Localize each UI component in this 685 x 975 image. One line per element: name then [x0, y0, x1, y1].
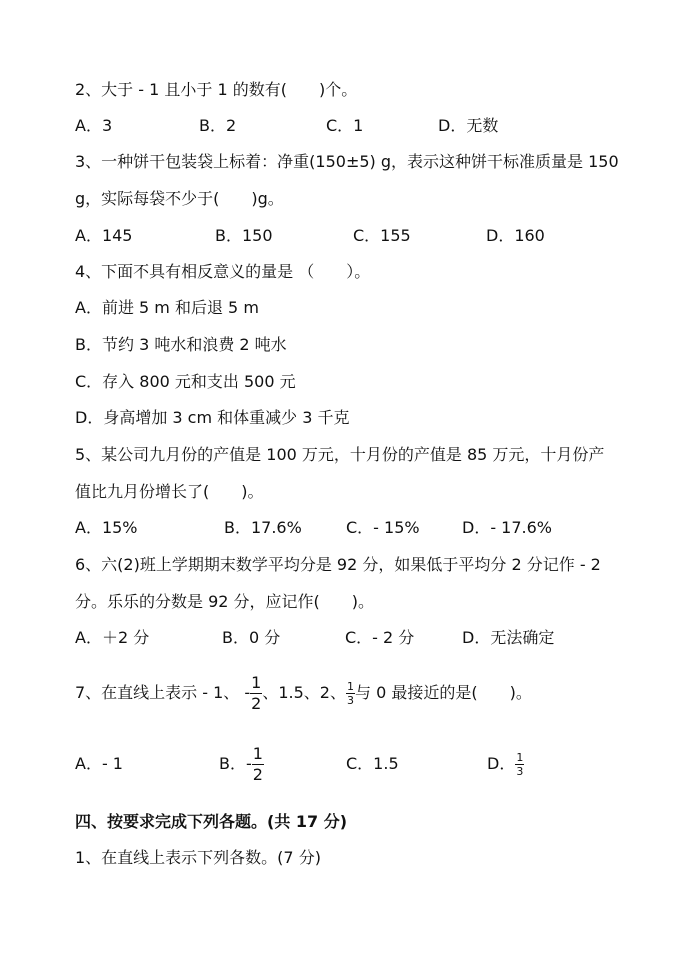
q5-stem-line2: 值比九月份增长了( )。	[75, 482, 264, 501]
q7-stem-part1: 7、在直线上表示 - 1、 -	[75, 683, 251, 702]
q7-option-d-fraction	[515, 752, 524, 777]
q4-option-b: B．节约 3 吨水和浪费 2 吨水	[75, 335, 287, 354]
q3-option-d: D．160	[486, 226, 545, 245]
q3-option-b: B．150	[215, 226, 273, 245]
q2-option-d: D．无数	[438, 116, 499, 135]
fraction-denominator: 3	[516, 765, 524, 778]
q5-option-a: A．15%	[75, 518, 138, 537]
q6-option-d: D．无法确定	[462, 628, 555, 647]
q5-option-c: C．- 15%	[346, 518, 420, 537]
fraction-denominator: 2	[251, 694, 262, 713]
section-heading: 四、按要求完成下列各题。(共 17 分)	[75, 812, 348, 831]
q7-option-b-fraction	[252, 746, 264, 783]
q7-fraction-third	[346, 681, 355, 706]
q3-stem-line1: 3、一种饼干包装袋上标着：净重(150±5) g，表示这种饼干标准质量是 150	[75, 152, 619, 171]
q7-option-d-label: D．	[487, 754, 516, 773]
fraction-numerator: 1	[347, 680, 354, 693]
q6-stem-line2: 分。乐乐的分数是 92 分，应记作( )。	[75, 592, 375, 611]
q4-stem: 4、下面不具有相反意义的量是 （ ）。	[75, 262, 371, 281]
q5-option-b: B．17.6%	[224, 518, 302, 537]
fraction-numerator: 1	[252, 744, 263, 763]
q2-option-a: A．3	[75, 116, 113, 135]
q3-stem-line2: g，实际每袋不少于( )g。	[75, 189, 284, 208]
q7-fraction-half	[250, 675, 262, 712]
q7-option-d	[487, 742, 524, 786]
q2-option-c: C．1	[326, 116, 364, 135]
q7-stem-part2: 、1.5、2、	[262, 683, 346, 702]
q7-option-a: A．- 1	[75, 754, 123, 773]
q4-option-d: D．身高增加 3 cm 和体重减少 3 千克	[75, 408, 350, 427]
q5-option-d: D．- 17.6%	[462, 518, 553, 537]
q3-option-a: A．145	[75, 226, 133, 245]
q7-stem-part3: 与 0 最接近的是( )。	[355, 683, 532, 702]
fraction-numerator: 1	[251, 673, 262, 692]
q6-option-a: A．＋2 分	[75, 628, 150, 647]
q2-stem: 2、大于 - 1 且小于 1 的数有( )个。	[75, 80, 358, 99]
q7-stem	[75, 671, 532, 715]
q6-stem-line1: 6、六(2)班上学期期末数学平均分是 92 分，如果低于平均分 2 分记作 - 2	[75, 555, 601, 574]
q7-option-b	[219, 742, 264, 786]
q7-option-b-label: B．-	[219, 754, 252, 773]
fraction-denominator: 3	[347, 694, 354, 707]
q6-option-c: C．- 2 分	[345, 628, 415, 647]
q3-option-c: C．155	[353, 226, 411, 245]
q6-option-b: B．0 分	[222, 628, 281, 647]
q7-option-c: C．1.5	[346, 754, 399, 773]
section4-q1: 1、在直线上表示下列各数。(7 分)	[75, 848, 321, 867]
q2-option-b: B．2	[199, 116, 237, 135]
fraction-numerator: 1	[516, 751, 524, 764]
q5-stem-line1: 5、某公司九月份的产值是 100 万元，十月份的产值是 85 万元，十月份产	[75, 445, 605, 464]
q4-option-a: A．前进 5 m 和后退 5 m	[75, 298, 259, 317]
q4-option-c: C．存入 800 元和支出 500 元	[75, 372, 296, 391]
fraction-denominator: 2	[252, 765, 263, 784]
